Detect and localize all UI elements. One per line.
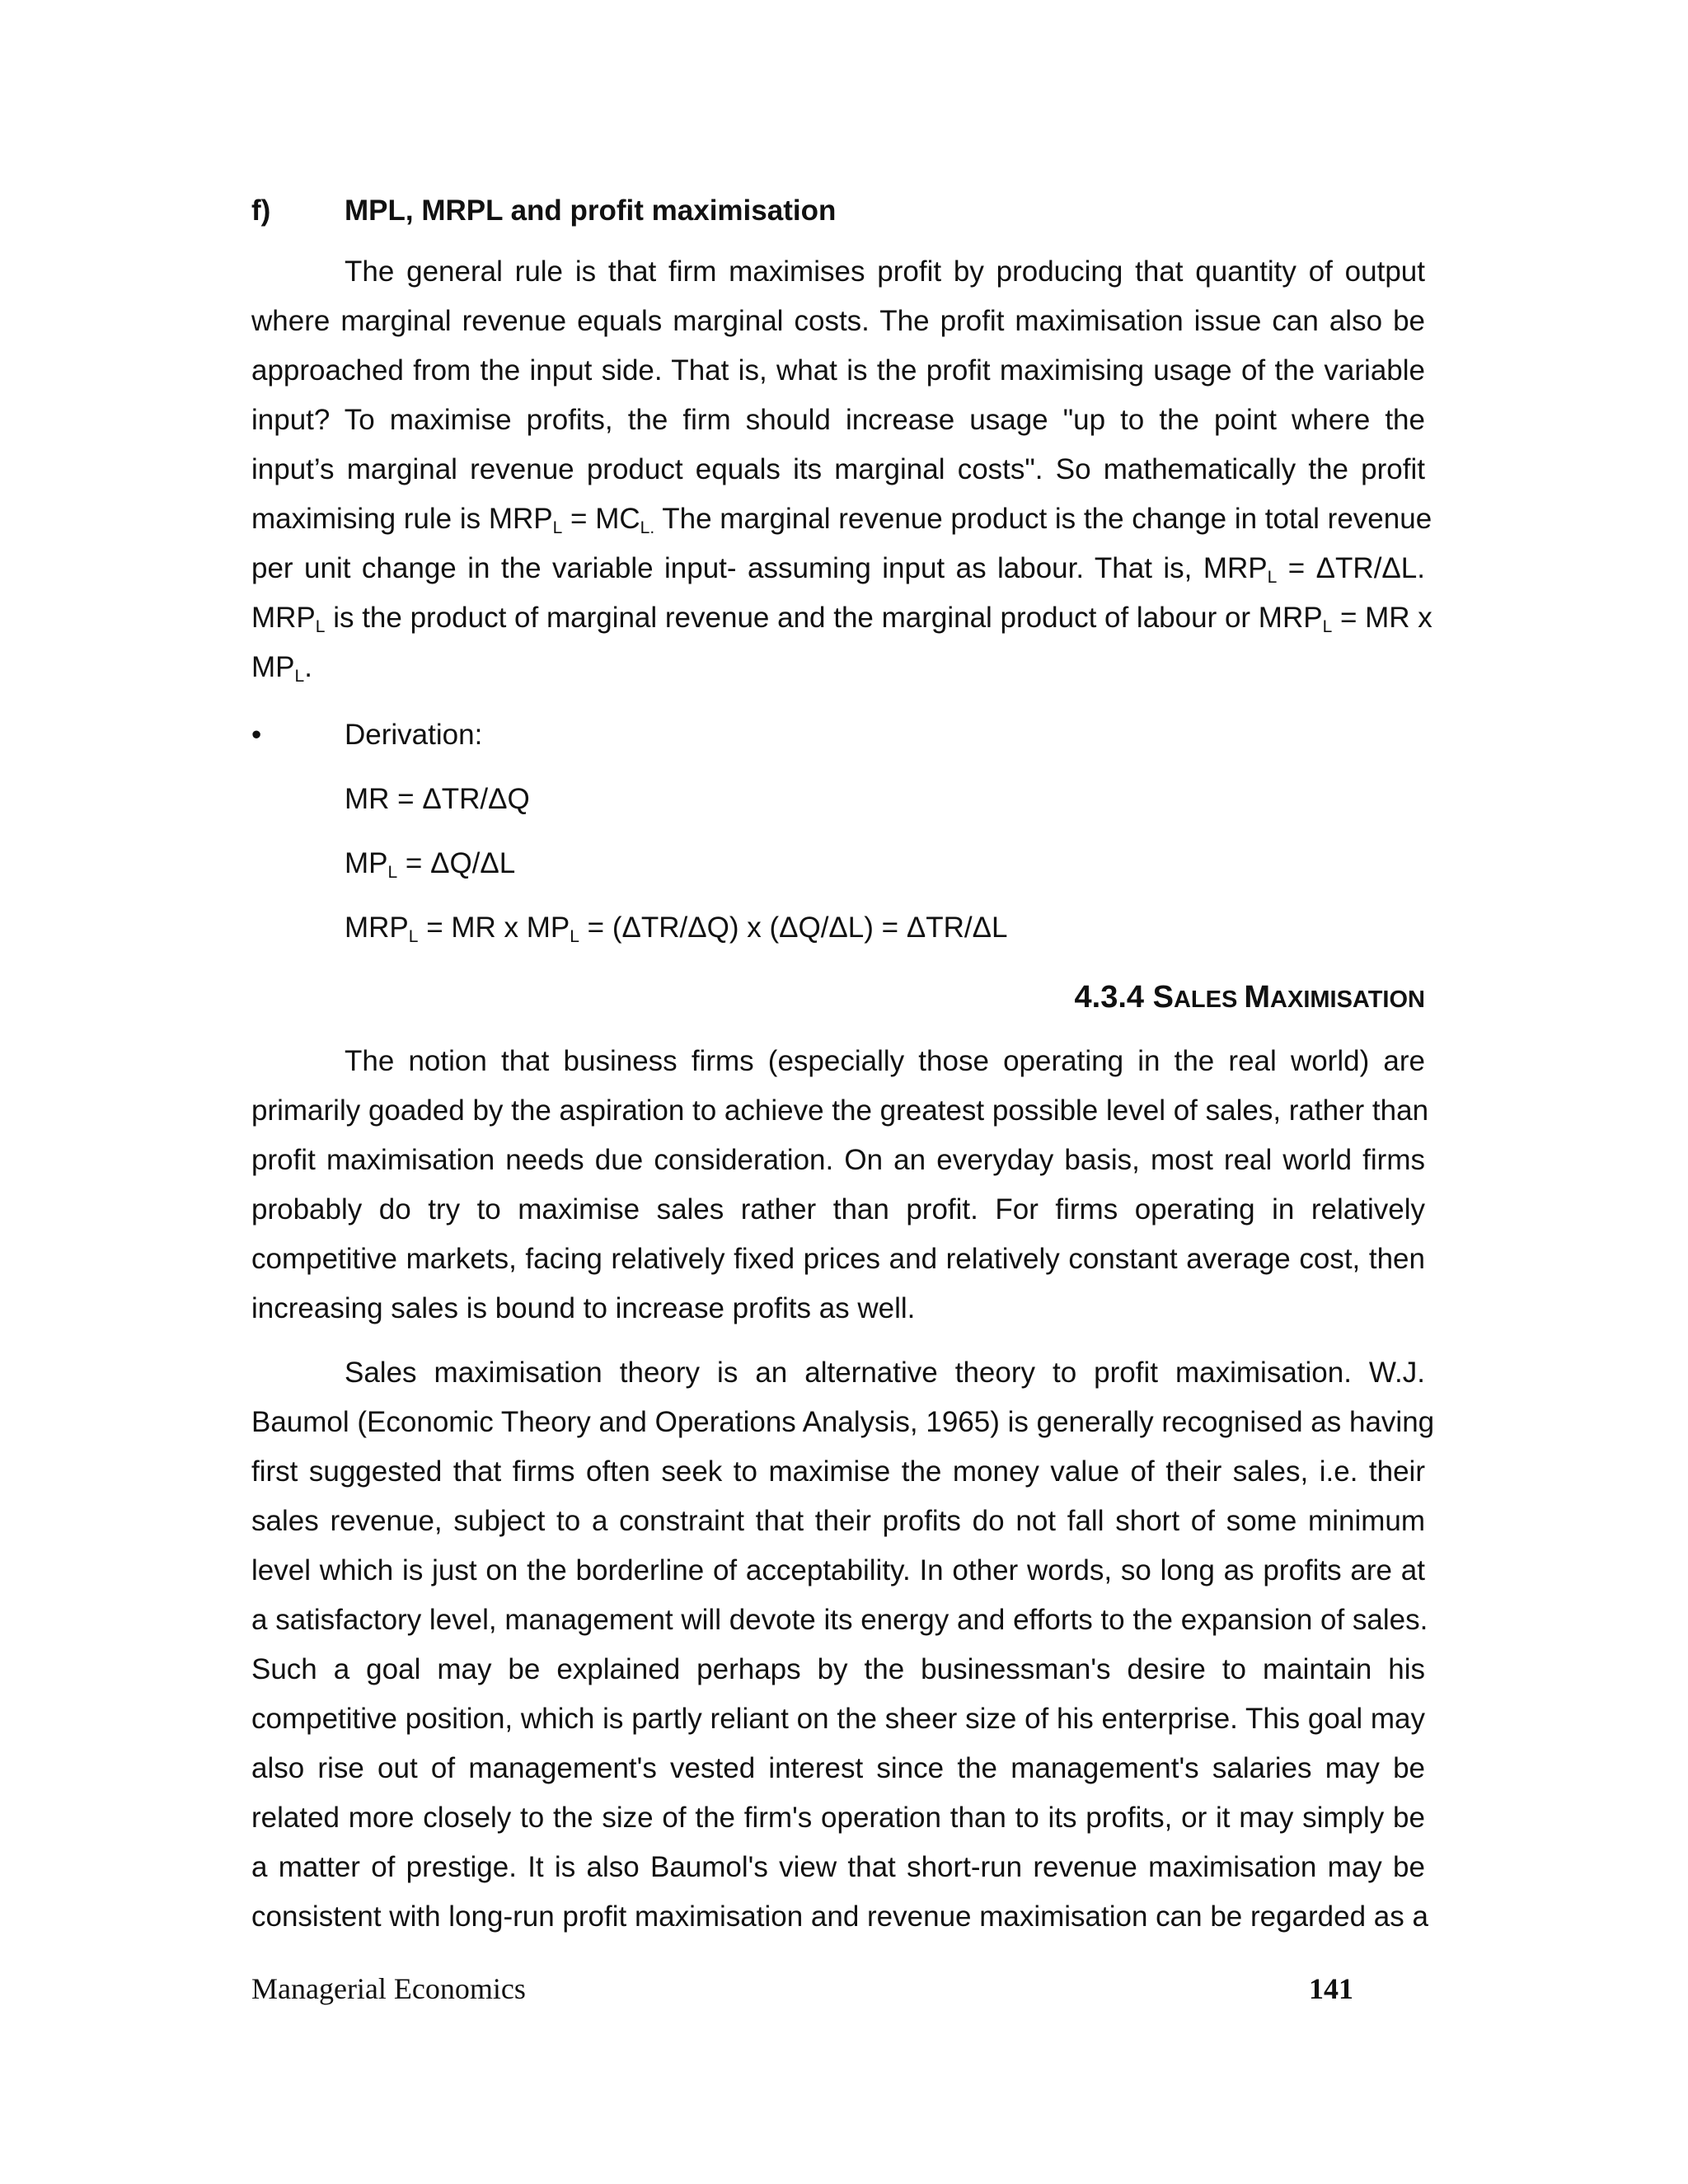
para1-line-6: maximising rule is $MRP_L = MC_{L.}$ The marginal revenue product is the change in total revenue [251, 503, 1432, 537]
para2-line-2: primarily goaded by the aspiration to achieve the greatest possible level of sales, rather than [251, 1094, 1429, 1127]
para1-line-9: $MP_L$. [251, 651, 312, 686]
para1-line-5: input’s marginal revenue product equals its marginal costs". So mathematically the profit [251, 453, 1425, 485]
para2-line-6: increasing sales is bound to increase profits as well. [251, 1292, 916, 1324]
para3-line-2: Baumol (Economic Theory and Operations Analysis, 1965) is generally recognised as having [251, 1406, 1435, 1438]
para3-line-3: first suggested that firms often seek to maximise the money value of their sales, i.e. their [251, 1455, 1425, 1488]
para1-line-2: where marginal revenue equals marginal costs. The profit maximisation issue can also be [251, 305, 1425, 337]
equation-mr: MR = ΔTR/ΔQ [345, 783, 530, 815]
para3-line-11: a matter of prestige. It is also Baumol's view that short-run revenue maximisation may be [251, 1851, 1425, 1883]
derivation-label: Derivation: [345, 719, 483, 751]
para3-line-12: consistent with long-run profit maximisation and revenue maximisation can be regarded as a [251, 1900, 1428, 1933]
para1-line-1: The general rule is that firm maximises profit by producing that quantity of output [345, 255, 1425, 288]
para1-line-8: $MRP_L$ is the product of marginal revenue and the marginal product of labour or $MRP_L$ = MR x [251, 602, 1432, 636]
para1-line-3: approached from the input side. That is, what is the profit maximising usage of the variable [251, 354, 1425, 387]
subsection-title: MPL, MRPL and profit maximisation [345, 194, 837, 227]
para2-line-1: The notion that business firms (especially those operating in the real world) are [345, 1045, 1425, 1077]
para1-line-4: input? To maximise profits, the firm should increase usage "up to the point where the [251, 404, 1425, 436]
page-number: 141 [1309, 1972, 1353, 2005]
subsection-label: f) [251, 194, 271, 227]
para2-line-5: competitive markets, facing relatively fixed prices and relatively constant average cost, then [251, 1243, 1425, 1275]
para3-line-7: Such a goal may be explained perhaps by the businessman's desire to maintain his [251, 1653, 1425, 1685]
para3-line-9: also rise out of management's vested interest since the management's salaries may be [251, 1752, 1425, 1784]
para2-line-4: probably do try to maximise sales rather than profit. For firms operating in relatively [251, 1193, 1425, 1226]
footer-title: Managerial Economics [251, 1972, 526, 2005]
para3-line-4: sales revenue, subject to a constraint that their profits do not fall short of some minimum [251, 1505, 1425, 1537]
para3-line-10: related more closely to the size of the firm's operation than to its profits, or it may simply be [251, 1802, 1425, 1834]
para3-line-5: level which is just on the borderline of acceptability. In other words, so long as profits are at [251, 1554, 1425, 1586]
para1-line-7: per unit change in the variable input- assuming input as labour. That is, $MRP_L = \Delta TR/\Delta L$. [251, 552, 1425, 587]
equation-mpl: $MP_L = \Delta Q/\Delta L$ [345, 847, 516, 882]
section-heading: 4.3.4 SALES MAXIMISATION [1074, 980, 1425, 1015]
equation-mrpl: $MRP_L$ = MR x $MP_L = (\Delta TR/\Delta Q)$ x (ΔQ/ΔL) = ΔTR/ΔL [345, 912, 1008, 946]
para3-line-1: Sales maximisation theory is an alternative theory to profit maximisation. W.J. [345, 1357, 1425, 1389]
bullet-icon: • [251, 719, 262, 751]
para3-line-8: competitive position, which is partly reliant on the sheer size of his enterprise. This goal may [251, 1703, 1425, 1735]
para3-line-6: a satisfactory level, management will devote its energy and efforts to the expansion of sales. [251, 1604, 1428, 1636]
para2-line-3: profit maximisation needs due consideration. On an everyday basis, most real world firms [251, 1144, 1425, 1176]
